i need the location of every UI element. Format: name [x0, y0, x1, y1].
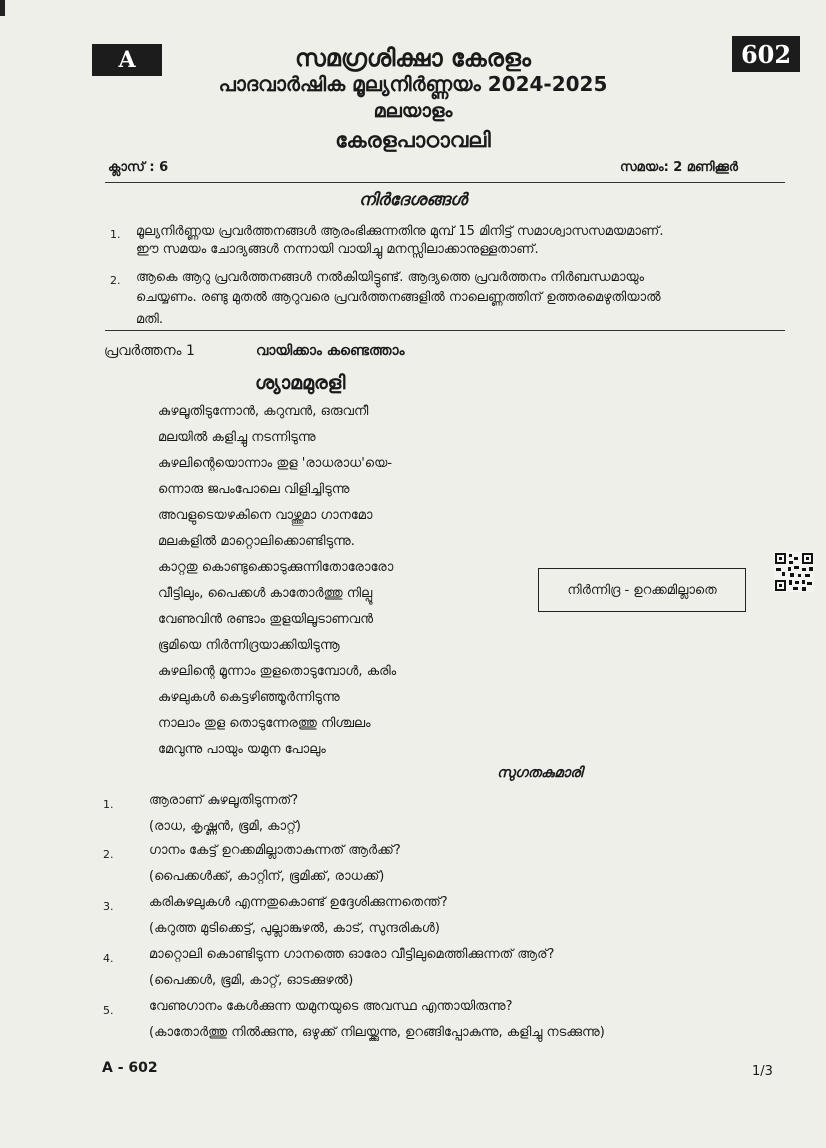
question-number: 4. — [103, 952, 114, 965]
poem-line: കുഴലൂതിടുന്നോൻ, കറുമ്പൻ, ഒരുവനീ — [158, 404, 369, 419]
class-label: ക്ലാസ് : 6 — [108, 160, 169, 175]
question-number: 1. — [103, 798, 114, 811]
poem-line: വീട്ടിലും, പൈക്കൾ കാതോർത്തു നില്പൂ — [158, 586, 373, 601]
activity-label: പ്രവർത്തനം 1 — [104, 343, 195, 359]
footer-paper-code: A - 602 — [102, 1060, 158, 1076]
divider-top — [105, 182, 785, 183]
question-text: വേണുഗാനം കേൾക്കുന്ന യമുനയുടെ അവസ്ഥ എന്തായിരുന്നു? — [149, 999, 513, 1014]
question-options: (പൈക്കൾ, ഭൂമി, കാറ്റ്, ഓടക്കുഴൽ) — [149, 973, 354, 988]
instructions-title: നിർദേശങ്ങൾ — [358, 190, 468, 210]
instruction-number: 2. — [110, 274, 121, 287]
poem-line: കുഴലുകൾ കെട്ടഴിഞ്ഞൂർന്നിടുന്നു — [158, 690, 340, 705]
poem-line: വേണുവിൻ രണ്ടാം തുളയിലൂടാണവൻ — [158, 612, 374, 627]
page-number: 1/3 — [752, 1064, 773, 1079]
poem-line: മലയിൽ കളിച്ചു നടന്നിടുന്നു — [158, 430, 316, 445]
question-options: (കാതോർത്തു നിൽക്കുന്നു, ഒഴുക്ക് നിലയ്ക്കുന്നു, ഉറങ്ങിപ്പോകുന്നു, കളിച്ചു നടക്കുന്നു) — [149, 1025, 605, 1040]
gloss-text: നിർന്നിദ്ര - ഉറക്കമില്ലാതെ — [567, 582, 717, 598]
gloss-box — [538, 568, 746, 612]
set-badge: A — [92, 44, 162, 76]
instruction-line: ഈ സമയം ചോദ്യങ്ങൾ നന്നായി വായിച്ചു മനസ്സിലാക്കാനുള്ളതാണ്. — [136, 242, 539, 257]
instruction-line: ചെയ്യണം. രണ്ടു മുതൽ ആറുവരെ പ്രവർത്തനങ്ങളിൽ നാലെണ്ണത്തിന് ഉത്തരമെഴുതിയാൽ — [136, 290, 661, 305]
poem-line: കുഴലിന്റെയൊന്നാം തുള 'രാധരാധ'യെ- — [158, 456, 393, 471]
poem-line: അവളുടെയഴകിനെ വാഴ്ത്തുമാ ഗാനമോ — [158, 508, 373, 523]
qr-code-icon — [774, 552, 814, 592]
poem-line: ഭൂമിയെ നിർന്നിദ്രയാക്കിയിടുന്നൂ — [158, 638, 340, 653]
instruction-line: മതി. — [136, 312, 163, 327]
subject-title: മലയാളം — [373, 100, 453, 122]
scan-edge-mark — [0, 0, 5, 16]
poem-line: കുഴലിന്റെ മൂന്നാം തുളതൊടുമ്പോൾ, കരിം — [158, 664, 397, 679]
question-options: (പൈക്കൾക്ക്, കാറ്റിന്, ഭൂമിക്ക്, രാധക്ക്) — [149, 869, 385, 884]
poem-line: മലകളിൽ മാറ്റൊലിക്കൊണ്ടിടുന്നു. — [158, 534, 355, 549]
activity-title: വായിക്കാം കണ്ടെത്താം — [256, 343, 405, 359]
paper-code-badge: 602 — [732, 36, 800, 72]
question-text: മാറ്റൊലി കൊണ്ടിടുന്ന ഗാനത്തെ ഓരോ വീട്ടിലുമെത്തിക്കുന്നത് ആര്? — [149, 947, 555, 962]
divider-bottom — [105, 330, 785, 331]
question-number: 2. — [103, 848, 114, 861]
question-text: ഗാനം കേട്ട് ഉറക്കമില്ലാതാകുന്നത് ആർക്ക്? — [149, 843, 401, 858]
book-title: കേരളപാഠാവലി — [335, 128, 491, 152]
poem-line: ന്നൊരു ജപംപോലെ വിളിച്ചിടുന്നു — [158, 482, 350, 497]
poem-line: മേവുന്നു പായും യമുന പോലും — [158, 742, 326, 757]
instruction-number: 1. — [110, 228, 121, 241]
exam-title: പാദവാർഷിക മൂല്യനിർണ്ണയം 2024-2025 — [218, 72, 608, 96]
question-number: 3. — [103, 900, 114, 913]
org-title: സമഗ്രശിക്ഷാ കേരളം — [295, 44, 531, 72]
question-text: കരികുഴലുകൾ എന്നതുകൊണ്ട് ഉദ്ദേശിക്കുന്നതെന്ത്? — [149, 895, 448, 910]
instruction-line: ആകെ ആറു പ്രവർത്തനങ്ങൾ നൽകിയിട്ടുണ്ട്. ആദ്യത്തെ പ്രവർത്തനം നിർബന്ധമായും — [136, 270, 645, 285]
question-text: ആരാണ് കുഴലൂതിടുന്നത്? — [149, 793, 299, 808]
poem-title: ശ്യാമമുരളി — [255, 372, 346, 394]
question-options: (കറുത്ത മുടിക്കെട്ട്, പുല്ലാങ്കുഴൽ, കാട്, സുന്ദരികൾ) — [149, 921, 440, 936]
poem-line: നാലാം തുള തൊടുന്നേരത്തു നിശ്ചലം — [158, 716, 371, 731]
poem-line: കാറ്റതു കൊണ്ടുക്കൊടുക്കുന്നിതോരോരോ — [158, 560, 394, 575]
time-label: സമയം: 2 മണിക്കൂർ — [620, 160, 739, 175]
question-options: (രാധ, കൃഷ്ണൻ, ഭൂമി, കാറ്റ്) — [149, 819, 302, 834]
question-number: 5. — [103, 1004, 114, 1017]
instruction-line: മൂല്യനിർണ്ണയ പ്രവർത്തനങ്ങൾ ആരംഭിക്കുന്നതിനു മുമ്പ് 15 മിനിട്ട് സമാശ്വാസസമയമാണ്. — [136, 224, 664, 239]
poem-author: സുഗതകുമാരി — [497, 765, 583, 781]
